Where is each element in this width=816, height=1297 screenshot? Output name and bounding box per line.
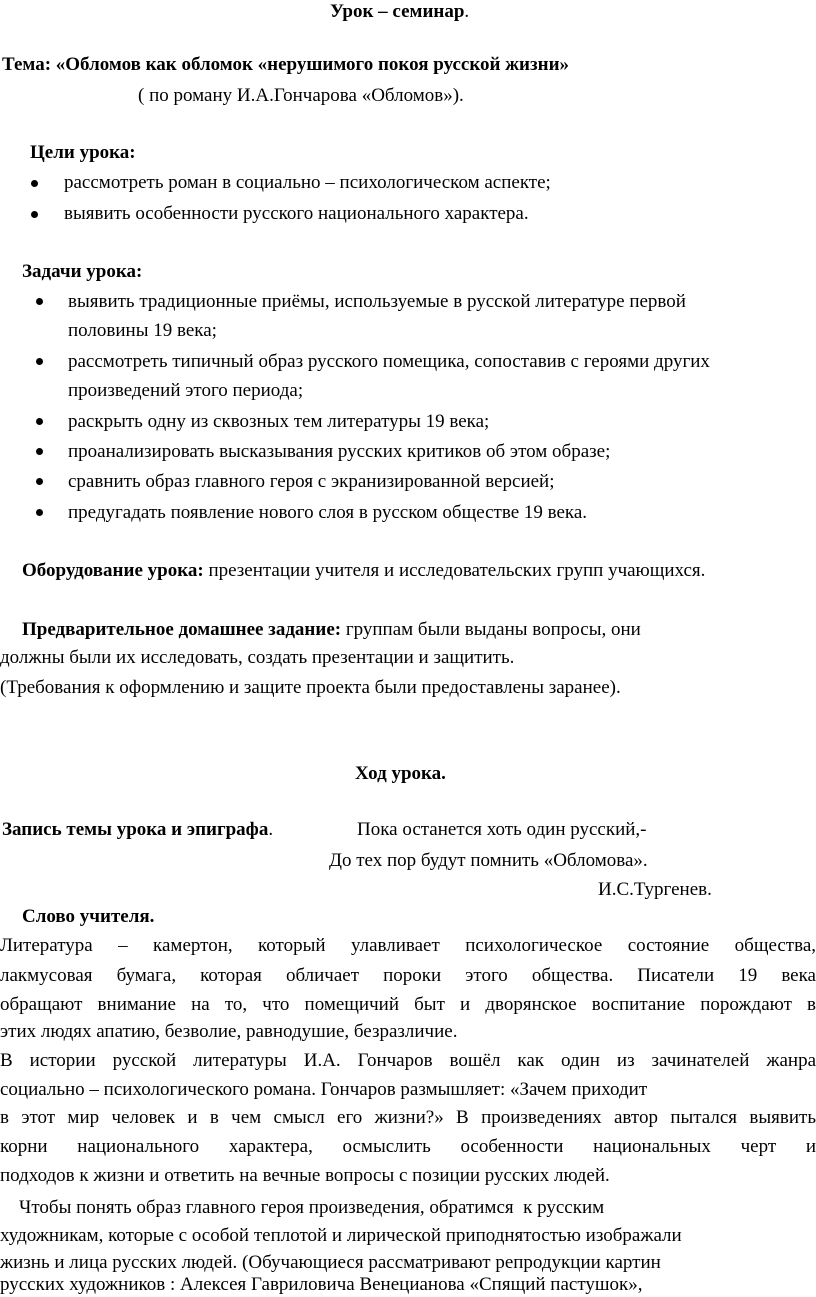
task-item: выявить традиционные приёмы, используемые в русской литературе первой [68, 291, 686, 312]
paragraph-line: лакмусовая бумага, которая обличает пороки этого общества. Писатели 19 века [0, 965, 816, 986]
bullet-icon [31, 211, 38, 218]
bullet-icon [36, 448, 43, 455]
bullet-icon [36, 418, 43, 425]
bullet-icon [36, 478, 43, 485]
task-item: рассмотреть типичный образ русского помещика, сопоставив с героями других [68, 351, 710, 372]
paragraph-line: в этот мир человек и в чем смысл его жизни?» В произведениях автор пытался выявить [0, 1107, 816, 1128]
homework-note: (Требования к оформлению и защите проекта были предоставлены заранее). [0, 677, 621, 698]
epigraph-line-2: До тех пор будут помнить «Обломова». [329, 850, 648, 871]
paragraph-line: социально – психологического романа. Гончаров размышляет: «Зачем приходит [0, 1079, 648, 1100]
paragraph-line: В истории русской литературы И.А. Гончаров вошёл как один из зачинателей жанра [0, 1050, 816, 1071]
paragraph-line: обращают внимание на то, что помещичий быт и дворянское воспитание порождают в [0, 994, 816, 1015]
teacher-heading: Слово учителя. [22, 906, 155, 927]
homework-line: Предварительное домашнее задание: группам были выданы вопросы, они [22, 619, 641, 640]
paragraph-line: Литература – камертон, который улавливает психологическое состояние общества, [0, 935, 816, 956]
paragraph-line: подходов к жизни и ответить на вечные вопросы с позиции русских людей. [0, 1165, 610, 1186]
topic-subtitle: ( по роману И.А.Гончарова «Обломов»). [138, 85, 464, 106]
bullet-icon [36, 358, 43, 365]
paragraph-line: этих людях апатию, безволие, равнодушие, безразличие. [0, 1021, 458, 1042]
task-item: сравнить образ главного героя с экранизированной версией; [68, 471, 555, 492]
goals-heading: Цели урока: [30, 142, 136, 163]
topic-line: Тема: «Обломов как обломок «нерушимого покоя русской жизни» [2, 54, 570, 75]
paragraph-line: художникам, которые с особой теплотой и лирической приподнятостью изображали [0, 1225, 682, 1246]
paragraph-line: Чтобы понять образ главного героя произведения, обратимся к русским [0, 1197, 605, 1218]
goal-item: выявить особенности русского национального характера. [64, 203, 529, 224]
goal-item: рассмотреть роман в социально – психологическом аспекте; [64, 172, 551, 193]
epigraph-line-1: Пока останется хоть один русский,- [357, 819, 647, 840]
task-item: предугадать появление нового слоя в русском обществе 19 века. [68, 502, 588, 523]
task-item: проанализировать высказывания русских критиков об этом образе; [68, 441, 611, 462]
paragraph-line: жизнь и лица русских людей. (Обучающиеся рассматривают репродукции картин [0, 1252, 661, 1273]
tasks-heading: Задачи урока: [22, 261, 143, 282]
epigraph-label: Запись темы урока и эпиграфа. [2, 819, 274, 840]
paragraph-line: русских художников : Алексея Гавриловича Венецианова «Спящий пастушок», [0, 1274, 643, 1295]
task-item-continued: произведений этого периода; [68, 380, 304, 401]
task-item-continued: половины 19 века; [68, 320, 217, 341]
homework-line-2: должны были их исследовать, создать презентации и защитить. [0, 647, 515, 668]
bullet-icon [36, 509, 43, 516]
lesson-title: Урок – семинар. [330, 1, 470, 22]
course-heading: Ход урока. [355, 763, 446, 784]
bullet-icon [36, 298, 43, 305]
equipment-line: Оборудование урока: презентации учителя и исследовательских групп учающихся. [22, 560, 706, 581]
task-item: раскрыть одну из сквозных тем литературы 19 века; [68, 411, 490, 432]
paragraph-line: корни национального характера, осмыслить особенности национальных черт и [0, 1136, 816, 1157]
epigraph-author: И.С.Тургенев. [598, 879, 712, 900]
bullet-icon [31, 180, 38, 187]
